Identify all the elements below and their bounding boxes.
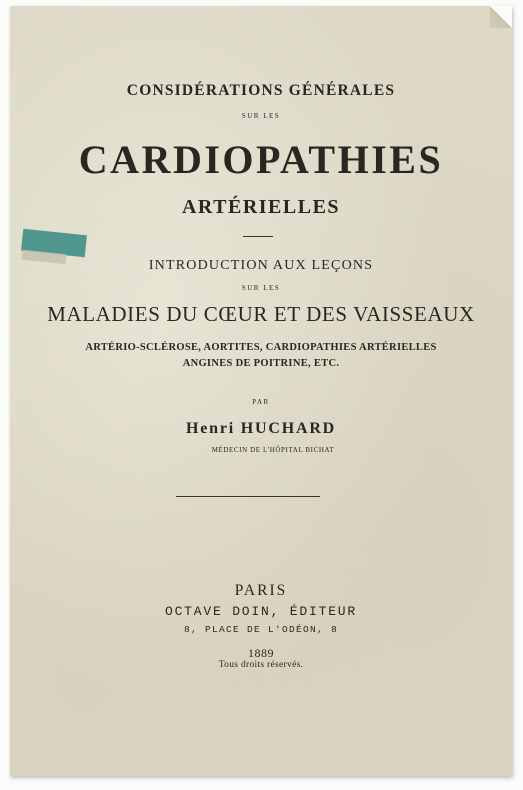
city: PARIS	[234, 582, 288, 599]
considerations-heading: CONSIDÉRATIONS GÉNÉRALES	[126, 82, 396, 99]
publication-year: 1889	[248, 646, 274, 660]
main-title: CARDIOPATHIES	[78, 137, 444, 182]
divider-long	[176, 496, 320, 497]
subtitle: ARTÉRIELLES	[181, 196, 341, 218]
publisher: OCTAVE DOIN, ÉDITEUR	[164, 604, 358, 619]
author-title: MÉDECIN DE L'HÔPITAL BICHAT	[211, 446, 335, 454]
torn-corner	[490, 6, 512, 28]
divider-short	[243, 236, 273, 237]
maladies-heading: MALADIES DU CŒUR ET DES VAISSEAUX	[47, 302, 475, 326]
author-name: Henri HUCHARD	[185, 420, 337, 437]
par-text: PAR	[252, 398, 270, 406]
publisher-address: 8, PLACE DE L'ODÉON, 8	[183, 624, 339, 635]
topics-line-1: ARTÉRIO-SCLÉROSE, AORTITES, CARDIOPATHIES ARTÉRIELLES	[85, 342, 437, 353]
introduction-text: INTRODUCTION AUX LEÇONS	[148, 258, 374, 273]
sur-les-text: SUR LES	[241, 112, 281, 120]
rights-notice: Tous droits réservés.	[218, 660, 304, 670]
topics-line-2: ANGINES DE POITRINE, ETC.	[182, 358, 340, 369]
sur-les-text-2: SUR LES	[241, 284, 281, 292]
